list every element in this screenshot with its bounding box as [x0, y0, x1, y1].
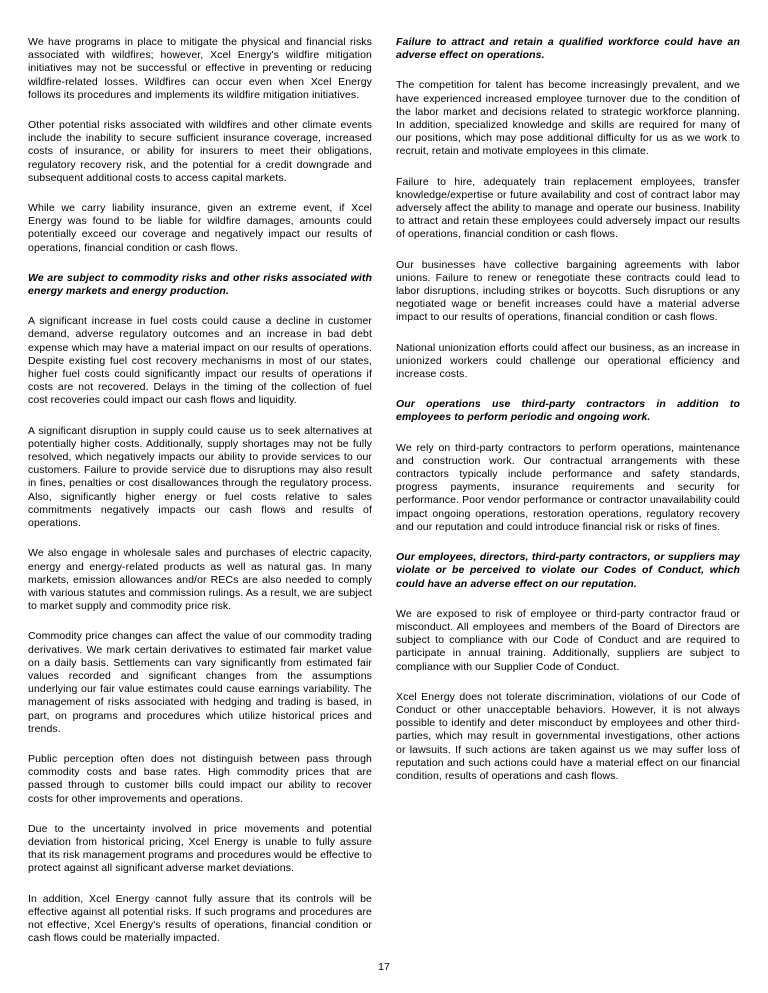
- body-paragraph: Due to the uncertainty involved in price movements and potential deviation from historical pricing, Xcel Energy is unable to fully assure that its risk management programs and procedures would be effective to protect against all significant adverse market deviations.: [28, 822, 372, 875]
- body-paragraph: Other potential risks associated with wildfires and other climate events include the inability to secure sufficient insurance coverage, increased costs of insurance, or ability for insurers to meet their obligations, regulatory recovery risk, and the potential for a credit downgrade and subsequent additional costs to access capital markets.: [28, 119, 372, 184]
- body-paragraph: A significant disruption in supply could cause us to seek alternatives at potentially higher costs. Additionally, supply shortages may not be fully resolved, which negatively impacts our ability to provide services to our customers. Failure to provide service due to disruptions may also result in fines, penalties or cost disallowances through the regulatory process. Also, significantly higher energy or fuel costs relative to sales commitments negatively impacts our cash flows and results of operations.: [28, 424, 372, 530]
- body-paragraph: Commodity price changes can affect the value of our commodity trading derivatives. We mark certain derivatives to estimated fair market value on a daily basis. Settlements can vary significantly from estimated fair values recorded and significant changes from the assumptions underlying our fair value estimates could cause earnings variability. The management of risks associated with hedging and trading is based, in part, on programs and procedures which utilize historical prices and trends.: [28, 630, 372, 735]
- body-paragraph: In addition, Xcel Energy cannot fully assure that its controls will be effective against all potential risks. If such programs and procedures are not effective, Xcel Energy's results of operations, financial condition or cash flows could be materially impacted.: [28, 892, 372, 945]
- body-paragraph: Failure to hire, adequately train replacement employees, transfer knowledge/expertise or future availability and cost of contract labor may adversely affect the ability to manage and operate our business. Inability to attract and retain these employees could adversely impact our results of operations, financial condition or cash flows.: [396, 175, 740, 241]
- body-paragraph: The competition for talent has become increasingly prevalent, and we have experienced increased employee turnover due to the condition of the labor market and decisions related to strategic workforce planning. In addition, specialized knowledge and skills are required for many of our positions, which may pose additional difficulty for us as we work to recruit, retain and motivate employees in this climate.: [396, 79, 740, 158]
- body-paragraph: Our businesses have collective bargaining agreements with labor unions. Failure to renew or renegotiate these contracts could lead to labor disruptions, including strikes or boycotts. Such disruptions or any negotiated wage or benefit increases could have a material adverse impact to our results of operations, financial condition or cash flows.: [396, 258, 740, 324]
- risk-factor-heading: Our employees, directors, third-party contractors, or suppliers may violate or be perceived to violate our Codes of Conduct, which could have an adverse effect on our reputation.: [396, 551, 740, 590]
- left-column: [28, 36, 372, 962]
- body-paragraph: We have programs in place to mitigate the physical and financial risks associated with wildfires; however, Xcel Energy's wildfire mitigation initiatives may not be successful or effective in preventing or reducing wildfire-related losses. Wildfires can occur even when Xcel Energy follows its procedures and implements its wildfire mitigation initiatives.: [28, 36, 372, 101]
- body-paragraph: We also engage in wholesale sales and purchases of electric capacity, energy and energy-related products as well as natural gas. In many markets, emission allowances and/or RECs are also needed to comply with various statutes and commission rulings. As a result, we are subject to market supply and commodity price risk.: [28, 547, 372, 613]
- right-column: [396, 36, 740, 962]
- risk-factor-heading: We are subject to commodity risks and other risks associated with energy markets and energy production.: [28, 271, 372, 298]
- risk-factor-heading: Our operations use third-party contractors in addition to employees to perform periodic and ongoing work.: [396, 398, 740, 424]
- risk-factor-heading: Failure to attract and retain a qualified workforce could have an adverse effect on operations.: [396, 36, 740, 62]
- body-paragraph: Xcel Energy does not tolerate discrimination, violations of our Code of Conduct or other unacceptable behaviors. However, it is not always possible to identify and deter misconduct by employees and other third-parties, which may result in governmental investigations, other actions or lawsuits. If such actions are taken against us we may suffer loss of reputation and such actions could have a material effect on our financial condition, results of operations and cash flows.: [396, 690, 740, 782]
- body-paragraph: We rely on third-party contractors to perform operations, maintenance and construction work. Our contractual arrangements with these contractors typically include performance and safety standards, progress payments, insurance requirements and security for performance. Poor vendor performance or contractor unavailability could impact ongoing operations, restoration operations, regulatory recovery and our reputation and could introduce financial risk or risks of fines.: [396, 441, 740, 533]
- text-columns: [28, 36, 740, 962]
- page-number: 17: [378, 961, 390, 973]
- body-paragraph: We are exposed to risk of employee or third-party contractor fraud or misconduct. All employees and members of the Board of Directors are subject to compliance with our Code of Conduct and are required to participate in annual training. Additionally, suppliers are subject to compliance with our Supplier Code of Conduct.: [396, 607, 740, 673]
- body-paragraph: Public perception often does not distinguish between pass through commodity costs and base rates. High commodity prices that are passed through to customer bills could impact our ability to recover costs for other improvements and operations.: [28, 752, 372, 805]
- body-paragraph: National unionization efforts could affect our business, as an increase in unionized workers could challenge our operational efficiency and increase costs.: [396, 341, 740, 381]
- body-paragraph: A significant increase in fuel costs could cause a decline in customer demand, adverse regulatory outcomes and an increase in bad debt expense which may have a material impact on our results of operations. Despite existing fuel cost recovery mechanisms in most of our states, higher fuel costs could significantly impact our results of operations if costs are not recovered. Delays in the timing of the collection of fuel cost recoveries could impact our cash flows and liquidity.: [28, 315, 372, 407]
- body-paragraph: While we carry liability insurance, given an extreme event, if Xcel Energy was found to be liable for wildfire damages, amounts could potentially exceed our coverage and negatively impact our results of operations, financial condition or cash flows.: [28, 202, 372, 254]
